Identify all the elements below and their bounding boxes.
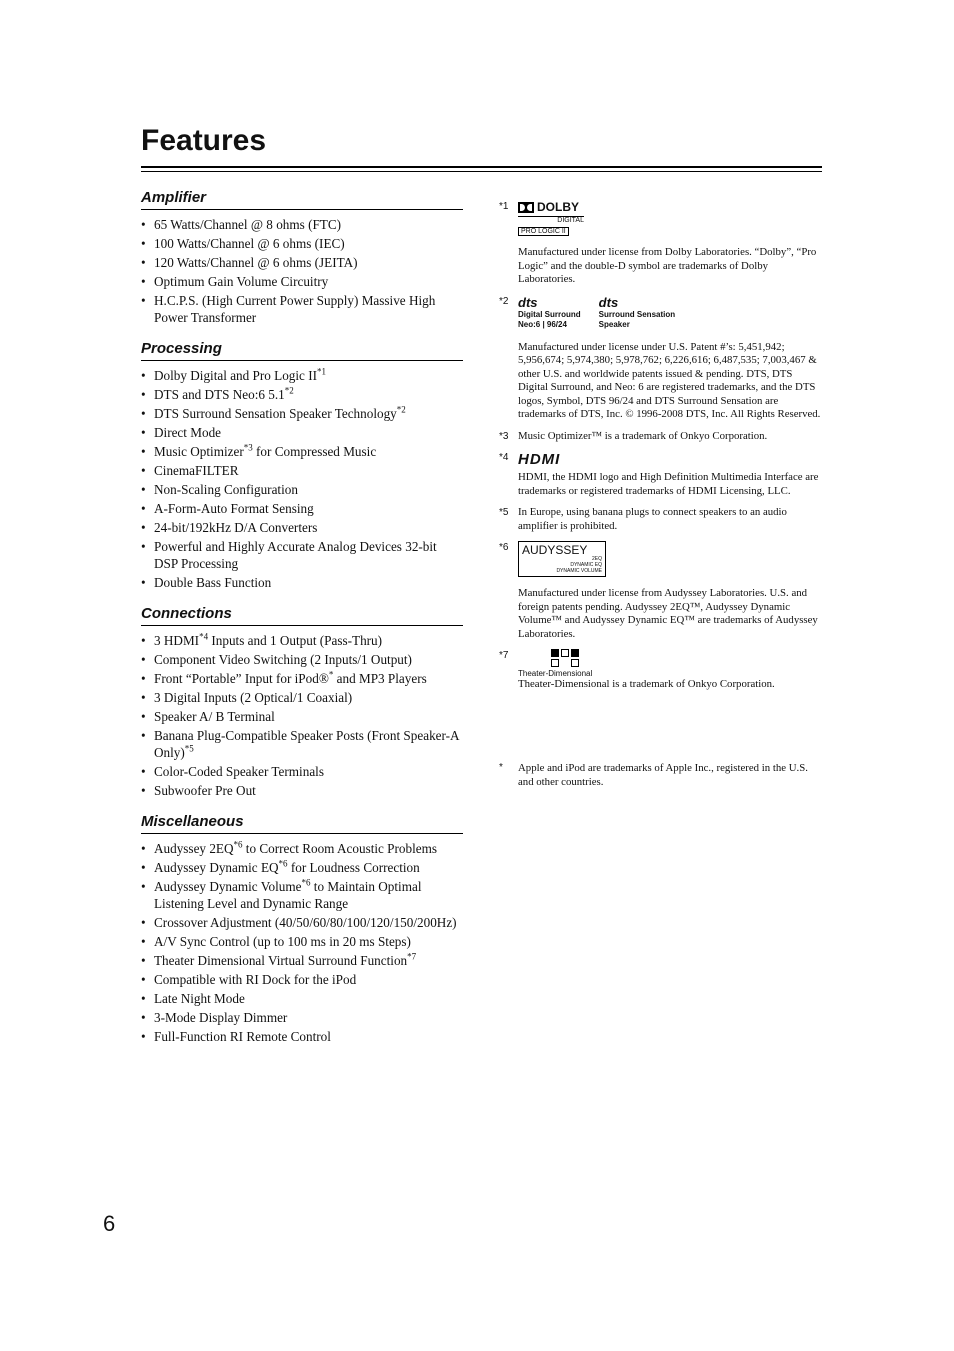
feature-list <box>141 632 463 799</box>
footnote-text: Apple and iPod are trademarks of Apple Inc., registered in the U.S. and other countries. <box>518 762 808 788</box>
list-item: • 24-bit/192kHz D/A Converters <box>141 519 463 536</box>
audyssey-logo-line3: DYNAMIC VOLUME <box>556 568 602 574</box>
dolby-logo-sub2: PRO LOGIC II <box>518 227 569 236</box>
list-item: • Speaker A/ B Terminal <box>141 708 463 725</box>
list-item: • Optimum Gain Volume Circuitry <box>141 273 463 290</box>
list-item: • Non-Scaling Configuration <box>141 481 463 498</box>
list-item: • A/V Sync Control (up to 100 ms in 20 ms Steps) <box>141 933 463 950</box>
list-item: • Direct Mode <box>141 424 463 441</box>
list-item: • Audyssey 2EQ$^{*6}$ to Correct Room Acoustic Problems <box>141 840 463 857</box>
feature-list <box>141 216 463 326</box>
dolby-logo-sub: DIGITAL <box>518 216 584 224</box>
footnote-4 <box>499 451 822 498</box>
apple-trademark-note <box>499 762 822 789</box>
footnote-mark: *5 <box>499 507 509 518</box>
list-item: • Color-Coded Speaker Terminals <box>141 763 463 780</box>
list-item: • Theater Dimensional Virtual Surround Function$^{*7}$ <box>141 952 463 969</box>
list-item: • Audyssey Dynamic EQ$^{*6}$ for Loudness Correction <box>141 859 463 876</box>
list-item: • Late Night Mode <box>141 990 463 1007</box>
section-miscellaneous <box>141 813 463 1045</box>
footnote-3 <box>499 430 822 444</box>
theater-dimensional-logo <box>518 649 822 678</box>
list-item: • CinemaFILTER <box>141 462 463 479</box>
list-item: • 3 Digital Inputs (2 Optical/1 Coaxial) <box>141 689 463 706</box>
dts-logo-name: dts <box>518 294 538 310</box>
audyssey-logo <box>518 541 606 577</box>
dolby-logo <box>518 200 584 238</box>
list-item: • 65 Watts/Channel @ 8 ohms (FTC) <box>141 216 463 233</box>
footnote-5 <box>499 506 822 533</box>
dolby-logo-name: DOLBY <box>537 200 579 214</box>
list-item: • Subwoofer Pre Out <box>141 782 463 799</box>
list-item: • Powerful and Highly Accurate Analog Devices 32-bit DSP Processing <box>141 538 463 572</box>
page-title: Features <box>141 124 267 157</box>
section-title: Amplifier <box>141 189 463 210</box>
footnote-mark: *6 <box>499 542 509 553</box>
dts-logo-line1: Digital Surround <box>518 309 581 319</box>
list-item: • DTS and DTS Neo:6 5.1$^{*2}$ <box>141 386 463 403</box>
audyssey-logo-name: AUDYSSEY <box>522 543 588 557</box>
footnote-7 <box>499 649 822 692</box>
dts-logo-line1: Surround Sensation <box>598 309 676 319</box>
footnote-text: Manufactured under license from Dolby Laboratories. “Dolby”, “Pro Logic” and the double-D symbol are trademarks of Dolby Laboratories. <box>518 246 817 285</box>
features-column <box>141 189 463 1059</box>
audyssey-logo-line2: DYNAMIC EQ <box>570 562 602 568</box>
footnote-mark: *7 <box>499 650 509 661</box>
section-connections <box>141 605 463 799</box>
footnote-mark: *3 <box>499 430 509 442</box>
dts-logo-line2: Speaker <box>598 319 630 329</box>
section-amplifier <box>141 189 463 326</box>
dts-logo-line2: Neo:6 | 96/24 <box>518 319 567 329</box>
footnote-6 <box>499 541 822 641</box>
section-title: Miscellaneous <box>141 813 463 834</box>
footnote-mark: *1 <box>499 201 509 212</box>
list-item: • Component Video Switching (2 Inputs/1 Output) <box>141 651 463 668</box>
footnote-text: Theater-Dimensional is a trademark of Onkyo Corporation. <box>518 678 775 690</box>
hdmi-logo: HDMI <box>518 451 561 468</box>
section-title: Processing <box>141 340 463 361</box>
list-item: • Full-Function RI Remote Control <box>141 1028 463 1045</box>
list-item: • Banana Plug-Compatible Speaker Posts (Front Speaker-A Only)$^{*5}$ <box>141 727 463 761</box>
footnote-text: Manufactured under license from Audyssey Laboratories. U.S. and foreign patents pending. Audyssey 2EQ™, Audyssey Dynamic Volume™ and Audyssey Dynamic EQ™ are trademarks of Audyssey Laboratories. <box>518 587 818 640</box>
list-item: • Front “Portable” Input for iPod®* and MP3 Players <box>141 670 463 687</box>
theater-logo-text: Theater-Dimensional <box>518 669 593 678</box>
list-item: • A-Form-Auto Format Sensing <box>141 500 463 517</box>
list-item: • H.C.P.S. (High Current Power Supply) Massive High Power Transformer <box>141 292 463 326</box>
footnote-text: In Europe, using banana plugs to connect speakers to an audio amplifier is prohibited. <box>518 506 787 532</box>
double-d-icon <box>518 202 534 213</box>
footnote-text: Music Optimizer™ is a trademark of Onkyo Corporation. <box>518 429 768 442</box>
footnote-text: HDMI, the HDMI logo and High Definition Multimedia Interface are trademarks or registered trademarks of HDMI Licensing, LLC. <box>518 471 819 497</box>
list-item: • 3 HDMI$^{*4}$ Inputs and 1 Output (Pass-Thru) <box>141 632 463 649</box>
list-item: • 100 Watts/Channel @ 6 ohms (IEC) <box>141 235 463 252</box>
footnote-mark: *2 <box>499 295 509 307</box>
footnote-text: Manufactured under license under U.S. Patent #’s: 5,451,942; 5,956,674; 5,974,380; 5,978,762; 6,226,616; 6,487,535; 7,003,467 & other U.S. and worldwide patents issued & pending. DTS, DTS Digital Surround, and Neo: 6 are registered trademarks, and the DTS logos, Symbol, DTS 96/24 and DTS Surround Sensation are trademarks of DTS, Inc. © 1996-2008 DTS, Inc. All Rights Reserved. <box>518 340 821 420</box>
list-item: • Dolby Digital and Pro Logic II$^{*1}$ <box>141 367 463 384</box>
list-item: • Audyssey Dynamic Volume$^{*6}$ to Maintain Optimal Listening Level and Dynamic Range <box>141 878 463 912</box>
list-item: • 120 Watts/Channel @ 6 ohms (JEITA) <box>141 254 463 271</box>
audyssey-logo-line1: 2EQ <box>591 556 602 562</box>
footnote-mark: * <box>499 762 503 773</box>
title-rule-thick <box>141 166 822 168</box>
list-item: • Double Bass Function <box>141 574 463 591</box>
dts-digital-surround-logo <box>518 295 581 330</box>
page-number: 6 <box>103 1211 116 1236</box>
section-processing <box>141 340 463 591</box>
feature-list <box>141 367 463 591</box>
dts-surround-sensation-logo <box>599 295 675 330</box>
footnotes-column <box>499 200 822 700</box>
list-item: • DTS Surround Sensation Speaker Technology$^{*2}$ <box>141 405 463 422</box>
footnote-2 <box>499 295 822 422</box>
section-title: Connections <box>141 605 463 626</box>
list-item: • Compatible with RI Dock for the iPod <box>141 971 463 988</box>
footnote-mark: *4 <box>499 452 509 463</box>
list-item: • Music Optimizer$^{*3}$ for Compressed Music <box>141 443 463 460</box>
list-item: • Crossover Adjustment (40/50/60/80/100/120/150/200Hz) <box>141 914 463 931</box>
dts-logo-name: dts <box>598 294 619 310</box>
title-rule-thin <box>141 171 822 172</box>
list-item: • 3-Mode Display Dimmer <box>141 1009 463 1026</box>
feature-list <box>141 840 463 1045</box>
footnote-1 <box>499 200 822 287</box>
